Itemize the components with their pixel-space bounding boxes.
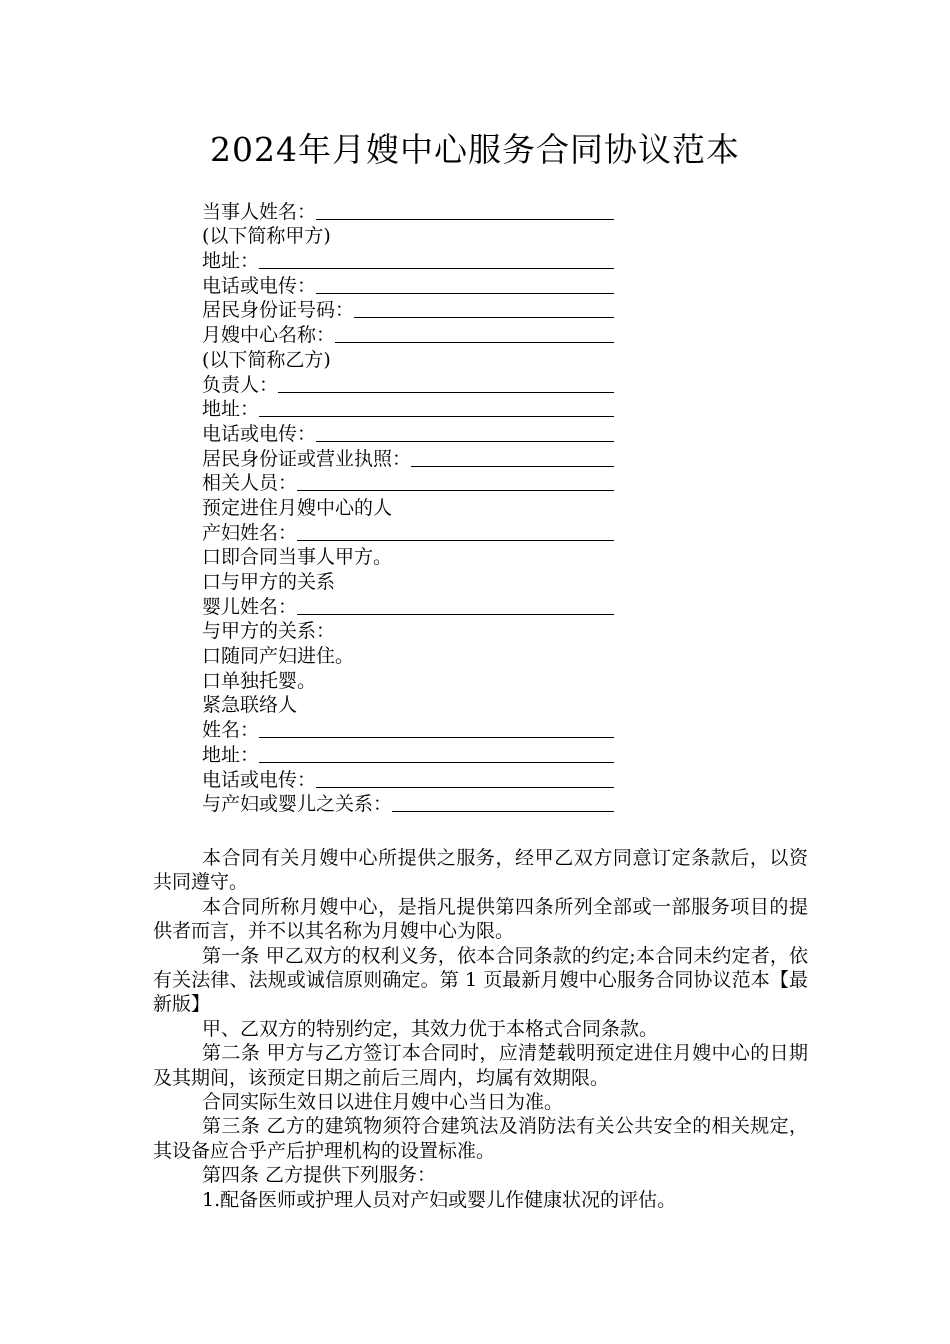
fill-in-blank — [411, 448, 614, 467]
field-row — [202, 446, 614, 471]
field-label: 口单独托婴。 — [202, 669, 317, 692]
field-label: 月嫂中心名称： — [202, 324, 336, 347]
field-label: 姓名： — [202, 719, 260, 742]
field-label: 与甲方的关系： — [202, 620, 336, 643]
fill-in-blank — [297, 522, 614, 541]
field-row — [202, 471, 614, 496]
paragraph: 1.配备医师或护理人员对产妇或婴儿作健康状况的评估。 — [202, 1188, 677, 1211]
field-row — [202, 742, 614, 767]
fill-in-blank — [354, 299, 614, 318]
field-label: 紧急联络人 — [202, 694, 298, 717]
field-row — [202, 347, 614, 372]
fill-in-blank — [259, 744, 614, 763]
field-row — [202, 668, 614, 693]
paragraph: 合同实际生效日以进住月嫂中心当日为准。 — [202, 1091, 564, 1114]
field-label: 地址： — [202, 398, 260, 421]
field-label: 口随同产妇进住。 — [202, 645, 355, 668]
document-title: 2024年月嫂中心服务合同协议范本 — [210, 130, 740, 169]
paragraph: 第一条 甲乙双方的权利义务，依本合同条款的约定;本合同未约定者，依有关法律、法规或诚信原则确定。第 1 页最新月嫂中心服务合同协议范本【最新版】 — [153, 944, 808, 1016]
field-row — [202, 397, 614, 422]
paragraph: 本合同所称月嫂中心，是指凡提供第四条所列全部或一部服务项目的提供者而言，并不以其名称为月嫂中心为限。 — [153, 895, 808, 943]
field-row — [202, 619, 614, 644]
fill-in-blank — [259, 398, 614, 417]
paragraph: 第二条 甲方与乙方签订本合同时，应清楚载明预定进住月嫂中心的日期及其期间，该预定日期之前后三周内，均属有效期限。 — [153, 1042, 808, 1089]
field-row — [202, 199, 614, 224]
field-label: 口即合同当事人甲方。 — [202, 546, 393, 569]
field-label: 当事人姓名： — [202, 200, 317, 223]
fill-in-blank — [392, 793, 614, 812]
fill-in-blank — [335, 324, 614, 343]
field-row — [202, 569, 614, 594]
field-label: (以下简称甲方) — [202, 225, 331, 248]
fill-in-blank — [259, 250, 614, 269]
fill-in-blank — [316, 769, 614, 788]
fill-in-blank — [259, 719, 614, 738]
paragraph: 甲、乙双方的特别约定，其效力优于本格式合同条款。 — [202, 1017, 659, 1040]
field-label: 预定进住月嫂中心的人 — [202, 496, 393, 519]
field-row — [202, 520, 614, 545]
field-label: 电话或电传： — [202, 274, 317, 297]
field-label: 相关人员： — [202, 472, 298, 495]
field-label: 居民身份证或营业执照： — [202, 447, 412, 470]
party-info-fields — [202, 199, 614, 816]
field-row — [202, 545, 614, 570]
field-row — [202, 767, 614, 792]
field-row — [202, 693, 614, 718]
field-label: 居民身份证号码： — [202, 299, 355, 322]
field-row — [202, 421, 614, 446]
fill-in-blank — [278, 374, 614, 393]
field-label: 婴儿姓名： — [202, 595, 298, 618]
field-label: (以下简称乙方) — [202, 348, 331, 371]
field-label: 与产妇或婴儿之关系： — [202, 793, 393, 816]
paragraph: 第三条 乙方的建筑物须符合建筑法及消防法有关公共安全的相关规定，其设备应合乎产后护理机构的设置标准。 — [153, 1115, 808, 1162]
field-row — [202, 224, 614, 249]
field-label: 电话或电传： — [202, 768, 317, 791]
contract-body — [153, 846, 808, 1212]
field-row — [202, 495, 614, 520]
fill-in-blank — [297, 472, 614, 491]
field-label: 负责人： — [202, 373, 279, 396]
field-row — [202, 372, 614, 397]
field-label: 产妇姓名： — [202, 521, 298, 544]
paragraph: 本合同有关月嫂中心所提供之服务，经甲乙双方同意订定条款后，以资共同遵守。 — [153, 847, 808, 894]
field-label: 地址： — [202, 250, 260, 273]
field-row — [202, 594, 614, 619]
field-row — [202, 717, 614, 742]
field-row — [202, 322, 614, 347]
field-row — [202, 298, 614, 323]
field-label: 电话或电传： — [202, 422, 317, 445]
fill-in-blank — [316, 423, 614, 442]
paragraph: 第四条 乙方提供下列服务： — [202, 1164, 437, 1187]
field-label: 地址： — [202, 743, 260, 766]
fill-in-blank — [316, 275, 614, 294]
field-row — [202, 273, 614, 298]
field-row — [202, 643, 614, 668]
field-label: 口与甲方的关系 — [202, 571, 336, 593]
field-row — [202, 248, 614, 273]
fill-in-blank — [316, 201, 614, 220]
fill-in-blank — [297, 596, 614, 615]
field-row — [202, 792, 614, 817]
